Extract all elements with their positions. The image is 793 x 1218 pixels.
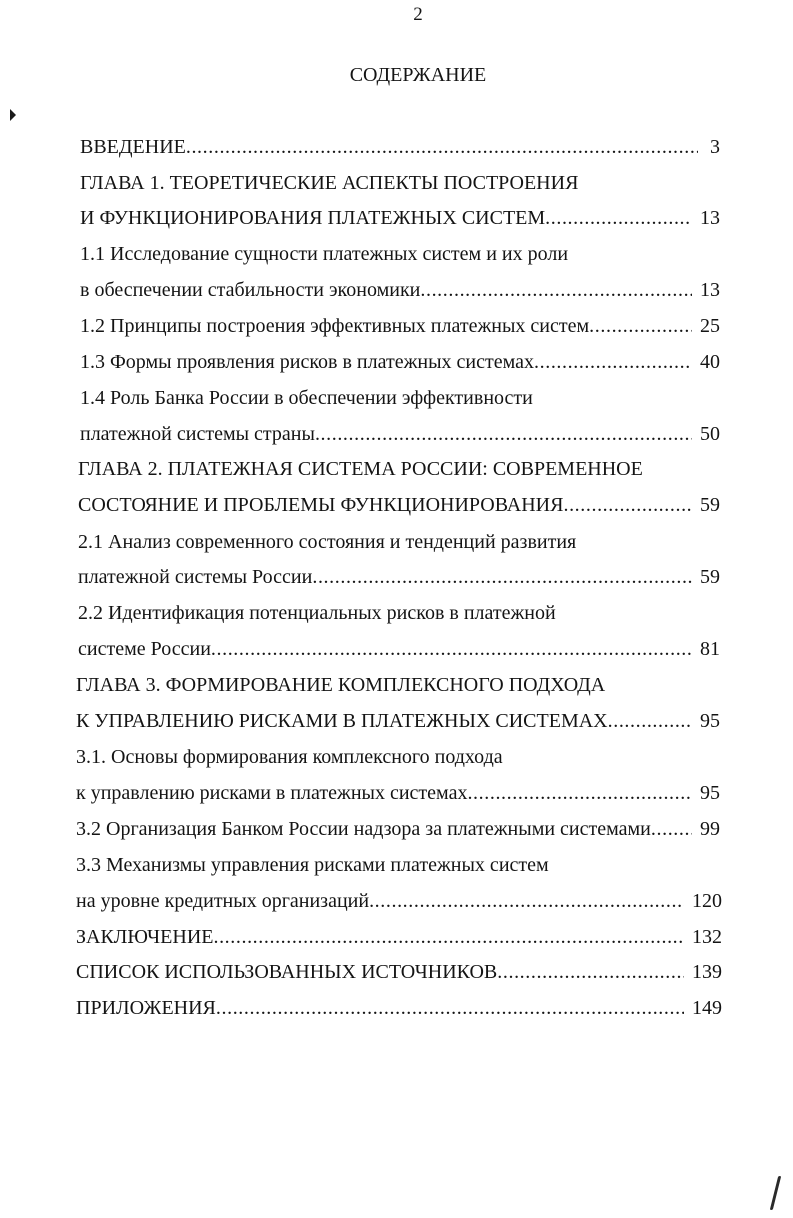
toc-entry-1-1-line-2 bbox=[80, 278, 720, 302]
toc-entry-label: ВВЕДЕНИЕ bbox=[80, 136, 186, 158]
toc-entry-1-2 bbox=[80, 314, 720, 338]
toc-page-number: 95 bbox=[700, 710, 720, 732]
dot-leader bbox=[312, 565, 692, 589]
toc-entry-label: И ФУНКЦИОНИРОВАНИЯ ПЛАТЕЖНЫХ СИСТЕМ bbox=[80, 207, 546, 229]
toc-page-number: 13 bbox=[700, 207, 720, 229]
dot-leader bbox=[186, 135, 698, 159]
toc-entry-label: на уровне кредитных организаций bbox=[76, 890, 370, 912]
toc-entry-label: 3.3 Механизмы управления рисками платежных систем bbox=[76, 854, 549, 876]
toc-entry-label: 2.2 Идентификация потенциальных рисков в платежной bbox=[78, 602, 556, 624]
toc-page-number: 132 bbox=[692, 926, 722, 948]
toc-entry-3-2 bbox=[76, 817, 720, 841]
toc-entry-2-2-line-1 bbox=[78, 601, 720, 625]
toc-page-number: 149 bbox=[692, 997, 722, 1019]
toc-page-number: 120 bbox=[692, 890, 722, 912]
toc-page-number: 81 bbox=[700, 638, 720, 660]
dot-leader bbox=[545, 206, 692, 230]
toc-entry-label: системе России bbox=[78, 638, 211, 660]
toc-entry-label: СПИСОК ИСПОЛЬЗОВАННЫХ ИСТОЧНИКОВ bbox=[76, 961, 498, 983]
toc-entry-label: к управлению рисками в платежных системах bbox=[76, 782, 468, 804]
toc-entry-label: ГЛАВА 1. ТЕОРЕТИЧЕСКИЕ АСПЕКТЫ ПОСТРОЕНИЯ bbox=[80, 172, 579, 194]
toc-entry-2-1-line-2 bbox=[78, 565, 720, 589]
toc-entry-chapter-2-line-1 bbox=[78, 457, 720, 481]
dot-leader bbox=[651, 817, 692, 841]
toc-entry-chapter-1-line-2 bbox=[80, 206, 720, 230]
toc-entry-label: ГЛАВА 3. ФОРМИРОВАНИЕ КОМПЛЕКСНОГО ПОДХОДА bbox=[76, 674, 606, 696]
toc-entry-1-4-line-1 bbox=[80, 386, 720, 410]
toc-entry-label: 1.3 Формы проявления рисков в платежных системах bbox=[80, 351, 535, 373]
toc-entry-label: ПРИЛОЖЕНИЯ bbox=[76, 997, 216, 1019]
toc-page-number: 40 bbox=[700, 351, 720, 373]
toc-entry-label: в обеспечении стабильности экономики bbox=[80, 279, 421, 301]
toc-entry-label: платежной системы страны bbox=[80, 423, 315, 445]
toc-entry-1-1-line-1 bbox=[80, 242, 720, 266]
toc-page-number: 50 bbox=[700, 423, 720, 445]
dot-leader bbox=[467, 781, 692, 805]
margin-arrow-icon bbox=[10, 109, 16, 121]
toc-entry-introduction bbox=[80, 135, 720, 159]
toc-page-number: 13 bbox=[700, 279, 720, 301]
dot-leader bbox=[216, 996, 684, 1020]
toc-entry-appendices bbox=[76, 996, 722, 1020]
dot-leader bbox=[534, 350, 692, 374]
toc-entry-chapter-1-line-1 bbox=[80, 171, 720, 195]
toc-entry-1-3 bbox=[80, 350, 720, 374]
toc-page-number: 25 bbox=[700, 315, 720, 337]
toc-entry-label: платежной системы России bbox=[78, 566, 313, 588]
toc-page-number: 139 bbox=[692, 961, 722, 983]
toc-entry-label: 3.2 Организация Банком России надзора за платежными системами bbox=[76, 818, 651, 840]
dot-leader bbox=[608, 709, 692, 733]
dot-leader bbox=[369, 889, 684, 913]
toc-entry-label: 1.1 Исследование сущности платежных систем и их роли bbox=[80, 243, 569, 265]
toc-entry-chapter-3-line-1 bbox=[76, 673, 720, 697]
scan-artifact-mark bbox=[770, 1176, 781, 1210]
toc-entry-label: 3.1. Основы формирования комплексного подхода bbox=[76, 746, 503, 768]
toc-page-number: 59 bbox=[700, 494, 720, 516]
page-number: 2 bbox=[413, 4, 423, 25]
dot-leader bbox=[420, 278, 692, 302]
toc-entry-conclusion bbox=[76, 925, 722, 949]
toc-entry-3-3-line-2 bbox=[76, 889, 722, 913]
toc-entry-label: 2.1 Анализ современного состояния и тенденций развития bbox=[78, 531, 577, 553]
toc-entry-2-1-line-1 bbox=[78, 530, 720, 554]
dot-leader bbox=[563, 493, 692, 517]
toc-entry-label: СОСТОЯНИЕ И ПРОБЛЕМЫ ФУНКЦИОНИРОВАНИЯ bbox=[78, 494, 564, 516]
toc-entry-chapter-3-line-2 bbox=[76, 709, 720, 733]
dot-leader bbox=[213, 925, 684, 949]
toc-page-number: 99 bbox=[700, 818, 720, 840]
dot-leader bbox=[211, 637, 692, 661]
toc-entry-chapter-2-line-2 bbox=[78, 493, 720, 517]
toc-entry-label: 1.2 Принципы построения эффективных платежных систем bbox=[80, 315, 590, 337]
toc-entry-label: 1.4 Роль Банка России в обеспечении эффективности bbox=[80, 387, 533, 409]
toc-entry-references bbox=[76, 960, 722, 984]
dot-leader bbox=[497, 960, 684, 984]
toc-page-number: 3 bbox=[710, 136, 720, 158]
toc-entry-3-3-line-1 bbox=[76, 853, 720, 877]
dot-leader bbox=[589, 314, 692, 338]
toc-entry-label: ЗАКЛЮЧЕНИЕ bbox=[76, 926, 214, 948]
toc-page-number: 95 bbox=[700, 782, 720, 804]
page-title: СОДЕРЖАНИЕ bbox=[349, 64, 487, 86]
toc-entry-2-2-line-2 bbox=[78, 637, 720, 661]
toc-entry-label: ГЛАВА 2. ПЛАТЕЖНАЯ СИСТЕМА РОССИИ: СОВРЕМЕННОЕ bbox=[78, 458, 643, 480]
toc-entry-3-1-line-1 bbox=[76, 745, 720, 769]
toc-entry-1-4-line-2 bbox=[80, 422, 720, 446]
toc-entry-label: К УПРАВЛЕНИЮ РИСКАМИ В ПЛАТЕЖНЫХ СИСТЕМАХ bbox=[76, 710, 608, 732]
dot-leader bbox=[315, 422, 692, 446]
toc-page-number: 59 bbox=[700, 566, 720, 588]
toc-entry-3-1-line-2 bbox=[76, 781, 720, 805]
